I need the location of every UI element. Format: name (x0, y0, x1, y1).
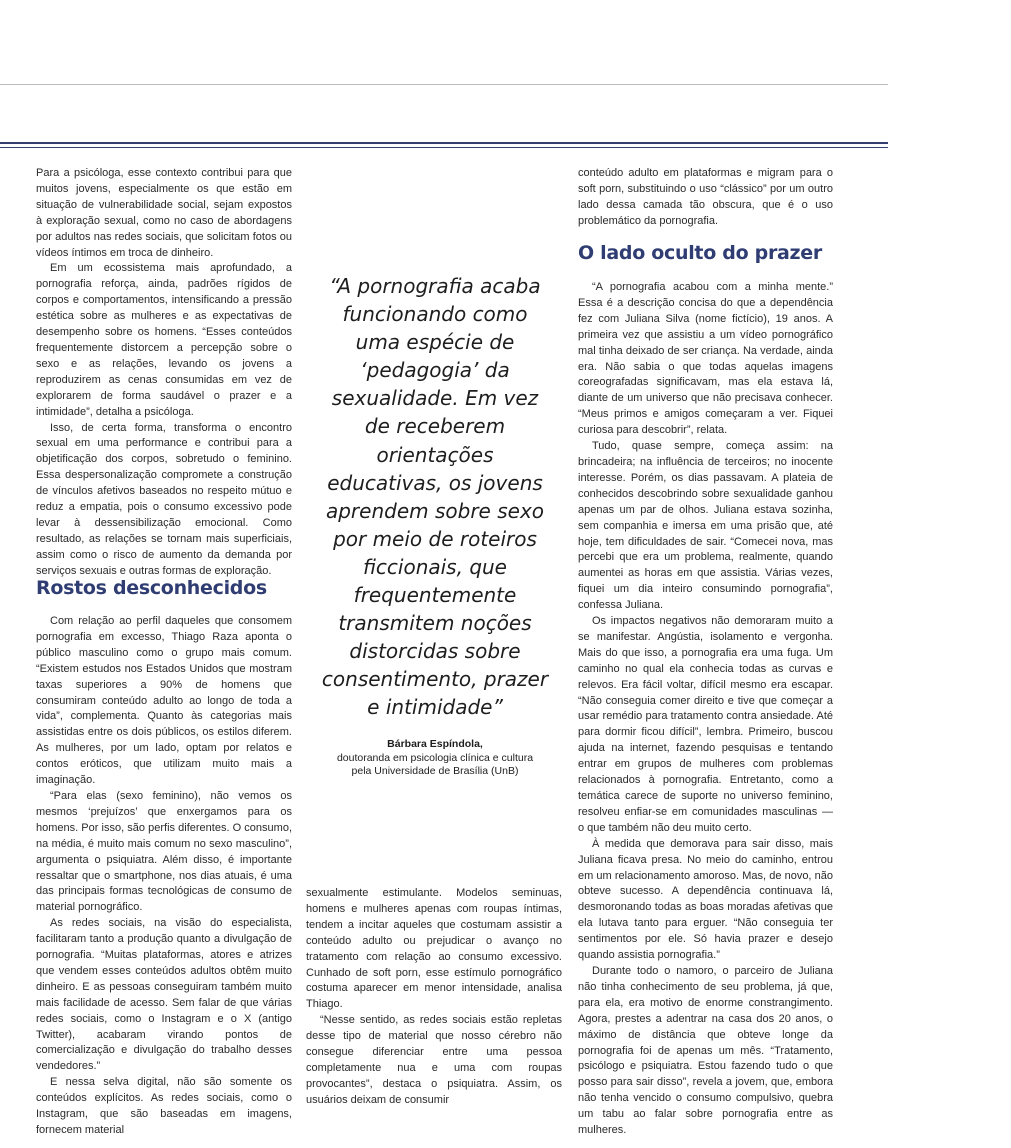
column-1-section-text (36, 614, 292, 1139)
paragraph: “Para elas (sexo feminino), não vemos os mesmos ‘prejuízos’ que enxergamos para os homens. Por isso, são perfis diferentes. O consumo, na média, é muito mais comum no sexo masculino”, argumenta o psiquiatra. Além disso, é importante ressaltar que o smartphone, nos dias atuais, é uma das principais formas tecnológicas de consumo de material pornográfico. (36, 789, 292, 914)
column-3-text (578, 166, 833, 230)
pull-quote-credit (318, 738, 552, 779)
header-blue-rule-thin (0, 147, 888, 148)
paragraph: “A pornografia acabou com a minha mente.” Essa é a descrição concisa do que a dependência fez com Juliana Silva (nome fictício), 19 anos. A primeira vez que assistiu a um vídeo pornográfico mal tinha deixado de ser criança. Na verdade, ainda era. Não sabia o que todas aquelas imagens coreografadas significavam, mas ela estava lá, diante de um universo que não precisava conhecer. “Meus primos e amigos começaram a ver. Fiquei curiosa para descobrir”, relata. (578, 281, 833, 437)
paragraph: Tudo, quase sempre, começa assim: na brincadeira; na influência de terceiros; no inocente interesse. Porém, os dias passavam. A plateia de conhecidos descobrindo sobre sexualidade ganhou apenas um par de olhos. Juliana estava sozinha, sem companhia e imersa em uma prisão que, até hoje, tem dificuldades de sair. “Comecei nova, mas percebi que era um problema, realmente, quando aumentei as horas em que assistia. Várias vezes, fiquei um dia inteiro consumindo pornografia”, confessa Juliana. (578, 440, 833, 612)
paragraph: sexualmente estimulante. Modelos seminuas, homens e mulheres apenas com roupas íntimas, tendem a incitar aqueles que costumam assistir a conteúdo adulto ou prejudicar o avanço no tratamento com relação ao consumo excessivo. Cunhado de soft porn, esse estímulo pornográfico costuma aparecer em menor intensidade, analisa Thiago. (306, 887, 562, 1011)
paragraph: Para a psicóloga, esse contexto contribui para que muitos jovens, especialmente os que estão em situação de vulnerabilidade social, sejam expostos à exploração sexual, como no caso de abordagens por adultos nas redes sociais, que solicitam fotos ou vídeos íntimos em troca de dinheiro. (36, 167, 292, 259)
paragraph: E nessa selva digital, não são somente os conteúdos explícitos. As redes sociais, como o Instagram, que são baseadas em imagens, fornecem material (36, 1076, 292, 1136)
column-3-section-text (578, 280, 833, 1139)
top-gray-rule (0, 84, 888, 85)
paragraph: À medida que demorava para sair disso, mais Juliana ficava presa. No meio do caminho, entrou em um relacionamento amoroso. Mas, de novo, não obteve sucesso. A dependência continuava lá, desmoronando todas as boas moradas afetivas que ela lutava tanto para erguer. “Não conseguia ter sentimentos por ele. Só havia prazer e desejo quando assistia pornografia.” (578, 837, 833, 962)
column-2-text (306, 886, 562, 1109)
paragraph: As redes sociais, na visão do especialista, facilitaram tanto a produção quanto a divulgação de pornografia. “Muitas plataformas, atores e atrizes que vendem esses conteúdos adultos obtêm muito dinheiro. E as pessoas conseguiram também muito mais facilidade de acesso. Sem falar de que várias redes sociais, como o Instagram e o X (antigo Twitter), acabaram virando pontos de comercialização e divulgação do trabalho desses vendedores.” (36, 917, 292, 1073)
section-heading-lado-oculto: O lado oculto do prazer (578, 242, 822, 264)
quote-author: Bárbara Espíndola, (387, 738, 483, 750)
quote-author-role: doutoranda em psicologia clínica e cultura (336, 751, 534, 764)
paragraph: Isso, de certa forma, transforma o encontro sexual em uma performance e contribui para a objetificação dos corpos, sobretudo o feminino. Essa despersonalização compromete a construção de vínculos afetivos baseados no respeito mútuo e reduz a empatia, pois o consumo excessivo pode levar à dessensibilização emocional. Como resultado, as relações se tornam mais superficiais, assim como o risco de aumento da demanda por serviços sexuais e outras formas de exploração. (36, 421, 292, 577)
paragraph: Em um ecossistema mais aprofundado, a pornografia reforça, ainda, padrões rígidos de corpos e comportamentos, intensificando a pressão estética sobre as mulheres e as expectativas de desempenho sobre os homens. “Esses conteúdos frequentemente distorcem a percepção sobre o sexo e as relações, levando os jovens a reproduzirem as cenas consumidas em vez de explorarem de forma saudável o prazer e a intimidade”, detalha a psicóloga. (36, 262, 292, 418)
header-blue-rule (0, 142, 888, 144)
paragraph: conteúdo adulto em plataformas e migram para o soft porn, substituindo o uso “clássico” por um outro lado dessa camada tão obscura, que é o uso problemático da pornografia. (578, 167, 833, 227)
column-1-text (36, 166, 292, 580)
paragraph: Com relação ao perfil daqueles que consomem pornografia em excesso, Thiago Raza aponta o público masculino como o grupo mais comum. “Existem estudos nos Estados Unidos que mostram taxas superiores a 90% de homens que consumiram conteúdo adulto ao longo de toda a vida”, complementa. Quanto às categorias mais assistidas entre os dois públicos, os estilos diferem. As mulheres, por um lado, optam por relatos e contos eróticos, que utilizam muito mais a imaginação. (36, 615, 292, 787)
paragraph: Os impactos negativos não demoraram muito a se manifestar. Angústia, isolamento e vergonha. Mais do que isso, a pornografia era uma fuga. Um caminho no qual ela conhecia todas as curvas e relevos. Era fácil voltar, difícil mesmo era escapar. “Não conseguia comer direito e tive que começar a usar remédio para tratamento contra ansiedade. Até para dormir ficou difícil”, lembra. Primeiro, buscou ajuda na internet, fazendo pesquisas e tentando entrar em grupos de mulheres com problemas relacionados à pornografia. Entretanto, como a temática carece de suporte no universo feminino, resolveu enfiar-se em comunidades masculinas — o que também não deu muito certo. (578, 615, 833, 834)
paragraph: Durante todo o namoro, o parceiro de Juliana não tinha conhecimento de seu problema, já que, para ela, era motivo de enorme constrangimento. Agora, prestes a adentrar na casa dos 20 anos, o máximo de distância que obteve longe da pornografia foi de apenas um mês. “Tratamento, psicólogo e psiquiatra. Estou fazendo tudo o que posso para sair disso”, revela a jovem, que, embora não tenha vencido o consumo compulsivo, quebra um tabu ao falar sobre pornografia entre as mulheres. (578, 964, 833, 1137)
section-heading-rostos: Rostos desconhecidos (36, 577, 267, 599)
paragraph: “Nesse sentido, as redes sociais estão repletas desse tipo de material que nosso cérebro não consegue diferenciar entre uma pessoa completamente nua e uma com roupas provocantes”, destaca o psiquiatra. Assim, os usuários deixam de consumir (306, 1014, 562, 1106)
pull-quote: “A pornografia acaba funcionando como uma espécie de ‘pedagogia’ da sexualidade. Em vez de receberem orientações educativas, os jovens aprendem sobre sexo por meio de roteiros ficcionais, que frequentemente transmitem noções distorcidas sobre consentimento, prazer e intimidade” (321, 274, 549, 720)
quote-author-affiliation: pela Universidade de Brasília (UnB) (351, 765, 519, 777)
